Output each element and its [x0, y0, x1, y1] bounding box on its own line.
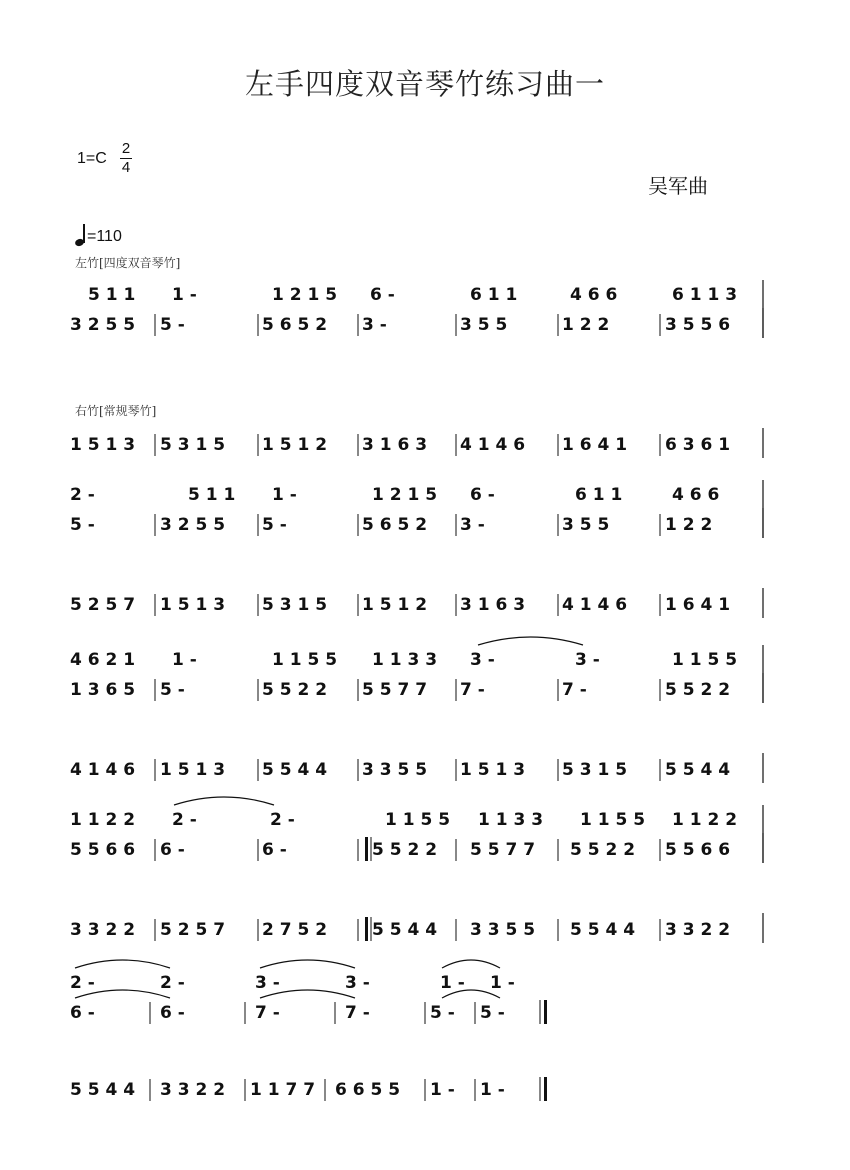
measure: 1 6 4 1	[665, 595, 731, 615]
measure: 5 5 4 4	[665, 760, 731, 780]
measure: 3 -	[460, 515, 485, 535]
measure: 1 -	[480, 1080, 505, 1100]
measure: 1 2 2	[562, 315, 610, 335]
measure: 2 -	[70, 485, 95, 505]
tempo-value: =110	[87, 228, 122, 245]
measure: 5 5 7 7	[362, 680, 428, 700]
measure: 1 5 1 3	[460, 760, 526, 780]
measure: 3 1 6 3	[362, 435, 428, 455]
measure: 6 1 1	[575, 485, 623, 505]
measure: 3 3 2 2	[665, 920, 731, 940]
tie-arc	[174, 797, 274, 805]
measure: 2 -	[172, 810, 197, 830]
measure: 6 -	[262, 840, 287, 860]
measure: 5 5 4 4	[570, 920, 636, 940]
measure: 1 5 1 3	[160, 760, 226, 780]
part-label-right: 右竹[常规琴竹]	[75, 404, 157, 418]
composer: 吴军曲	[648, 174, 708, 198]
measure: 1 -	[440, 973, 465, 993]
measure: 6 -	[160, 840, 185, 860]
measure: 1 -	[172, 650, 197, 670]
measure: 5 5 4 4	[372, 920, 438, 940]
notation-line-B	[70, 428, 763, 458]
measure: 1 6 4 1	[562, 435, 628, 455]
measure: 1 -	[490, 973, 515, 993]
measure: 4 1 4 6	[562, 595, 628, 615]
measure: 1 1 5 5	[385, 810, 451, 830]
measure: 6 -	[70, 1003, 95, 1023]
measure: 1 -	[172, 285, 197, 305]
measure: 5 5 6 6	[665, 840, 731, 860]
measure: 5 5 2 2	[372, 840, 438, 860]
measure: 1 2 2	[665, 515, 713, 535]
measure: 3 3 2 2	[160, 1080, 226, 1100]
notation-line-I-right	[70, 1002, 505, 1024]
tie-arc	[442, 960, 500, 968]
measure: 4 1 4 6	[460, 435, 526, 455]
measure: 4 1 4 6	[70, 760, 136, 780]
measure: 1 5 1 2	[362, 595, 428, 615]
measure: 7 -	[345, 1003, 370, 1023]
tie-arc	[260, 960, 355, 968]
measure: 3 5 5	[562, 515, 610, 535]
notation-line-C-left	[70, 485, 719, 505]
measure: 1 5 1 3	[70, 435, 136, 455]
notation-line-G-left	[70, 810, 737, 830]
measure: 7 -	[255, 1003, 280, 1023]
measure: 2 -	[160, 973, 185, 993]
notation-line-A-right	[70, 308, 763, 338]
measure: 6 1 1 3	[672, 285, 738, 305]
measure: 5 -	[70, 515, 95, 535]
measure: 6 3 6 1	[665, 435, 731, 455]
time-signature-bottom: 4	[121, 159, 131, 176]
measure: 1 1 5 5	[580, 810, 646, 830]
measure: 1 1 2 2	[672, 810, 738, 830]
measure: 5 5 2 2	[665, 680, 731, 700]
measure: 3 -	[362, 315, 387, 335]
measure: 3 3 5 5	[362, 760, 428, 780]
measure: 5 5 7 7	[470, 840, 536, 860]
key-signature: 1=C	[77, 150, 107, 167]
measure: 1 1 5 5	[672, 650, 738, 670]
measure: 3 5 5 6	[665, 315, 731, 335]
time-signature-top: 2	[121, 140, 131, 157]
measure: 5 5 2 2	[570, 840, 636, 860]
measure: 5 -	[160, 680, 185, 700]
measure: 3 3 2 2	[70, 920, 136, 940]
measure: 5 1 1	[188, 485, 236, 505]
measure: 1 1 3 3	[372, 650, 438, 670]
notation-line-A-left	[88, 285, 737, 305]
part-label-left: 左竹[四度双音琴竹]	[75, 256, 181, 270]
measure: 1 1 3 3	[478, 810, 544, 830]
measure: 4 6 6	[672, 485, 720, 505]
measure: 5 5 4 4	[262, 760, 328, 780]
measure: 5 -	[480, 1003, 505, 1023]
measure: 3 5 5	[460, 315, 508, 335]
measure: 3 -	[470, 650, 495, 670]
measure: 1 5 1 2	[262, 435, 328, 455]
measure: 7 -	[460, 680, 485, 700]
measure: 6 -	[370, 285, 395, 305]
measure: 3 1 6 3	[460, 595, 526, 615]
measure: 1 1 5 5	[272, 650, 338, 670]
measure: 7 -	[562, 680, 587, 700]
measure: 1 1 7 7	[250, 1080, 316, 1100]
notation-line-F	[70, 753, 763, 783]
measure: 2 -	[270, 810, 295, 830]
tie-arc	[478, 637, 583, 645]
final-bar-thick	[544, 1000, 547, 1024]
measure: 1 5 1 3	[160, 595, 226, 615]
measure: 3 2 5 5	[70, 315, 136, 335]
notation-line-J	[70, 1079, 505, 1101]
notation-line-C-right	[70, 508, 763, 538]
measure: 1 -	[272, 485, 297, 505]
measure: 5 5 6 6	[70, 840, 136, 860]
measure: 6 -	[160, 1003, 185, 1023]
measure: 6 -	[470, 485, 495, 505]
measure: 5 6 5 2	[362, 515, 428, 535]
measure: 5 5 4 4	[70, 1080, 136, 1100]
page-title: 左手四度双音琴竹练习曲一	[244, 67, 605, 101]
measure: 3 -	[255, 973, 280, 993]
measure: 5 3 1 5	[562, 760, 628, 780]
measure: 1 -	[430, 1080, 455, 1100]
measure: 6 1 1	[470, 285, 518, 305]
measure: 5 2 5 7	[160, 920, 226, 940]
measure: 2 7 5 2	[262, 920, 328, 940]
notation-line-E-right	[70, 673, 763, 703]
measure: 4 6 2 1	[70, 650, 136, 670]
measure: 5 1 1	[88, 285, 136, 305]
notation-line-H	[70, 913, 763, 943]
measure: 5 6 5 2	[262, 315, 328, 335]
tie-arc	[75, 960, 170, 968]
measure: 3 -	[345, 973, 370, 993]
measure: 3 2 5 5	[160, 515, 226, 535]
measure: 5 5 2 2	[262, 680, 328, 700]
measure: 5 3 1 5	[262, 595, 328, 615]
measure: 6 6 5 5	[335, 1080, 401, 1100]
measure: 1 3 6 5	[70, 680, 136, 700]
measure: 4 6 6	[570, 285, 618, 305]
measure: 5 -	[430, 1003, 455, 1023]
measure: 3 -	[575, 650, 600, 670]
notation-line-G-right	[70, 833, 763, 863]
measure: 5 -	[160, 315, 185, 335]
measure: 1 1 2 2	[70, 810, 136, 830]
notation-line-D	[70, 588, 763, 618]
notation-line-I-left	[70, 973, 515, 993]
measure: 3 3 5 5	[470, 920, 536, 940]
repeat-bar	[365, 837, 368, 861]
notation-line-E-left	[70, 650, 737, 670]
measure: 1 2 1 5	[372, 485, 438, 505]
measure: 5 3 1 5	[160, 435, 226, 455]
measure: 5 2 5 7	[70, 595, 136, 615]
measure: 1 2 1 5	[272, 285, 338, 305]
final-bar-thick	[544, 1077, 547, 1101]
measure: 5 -	[262, 515, 287, 535]
measure: 2 -	[70, 973, 95, 993]
repeat-bar	[365, 917, 368, 941]
